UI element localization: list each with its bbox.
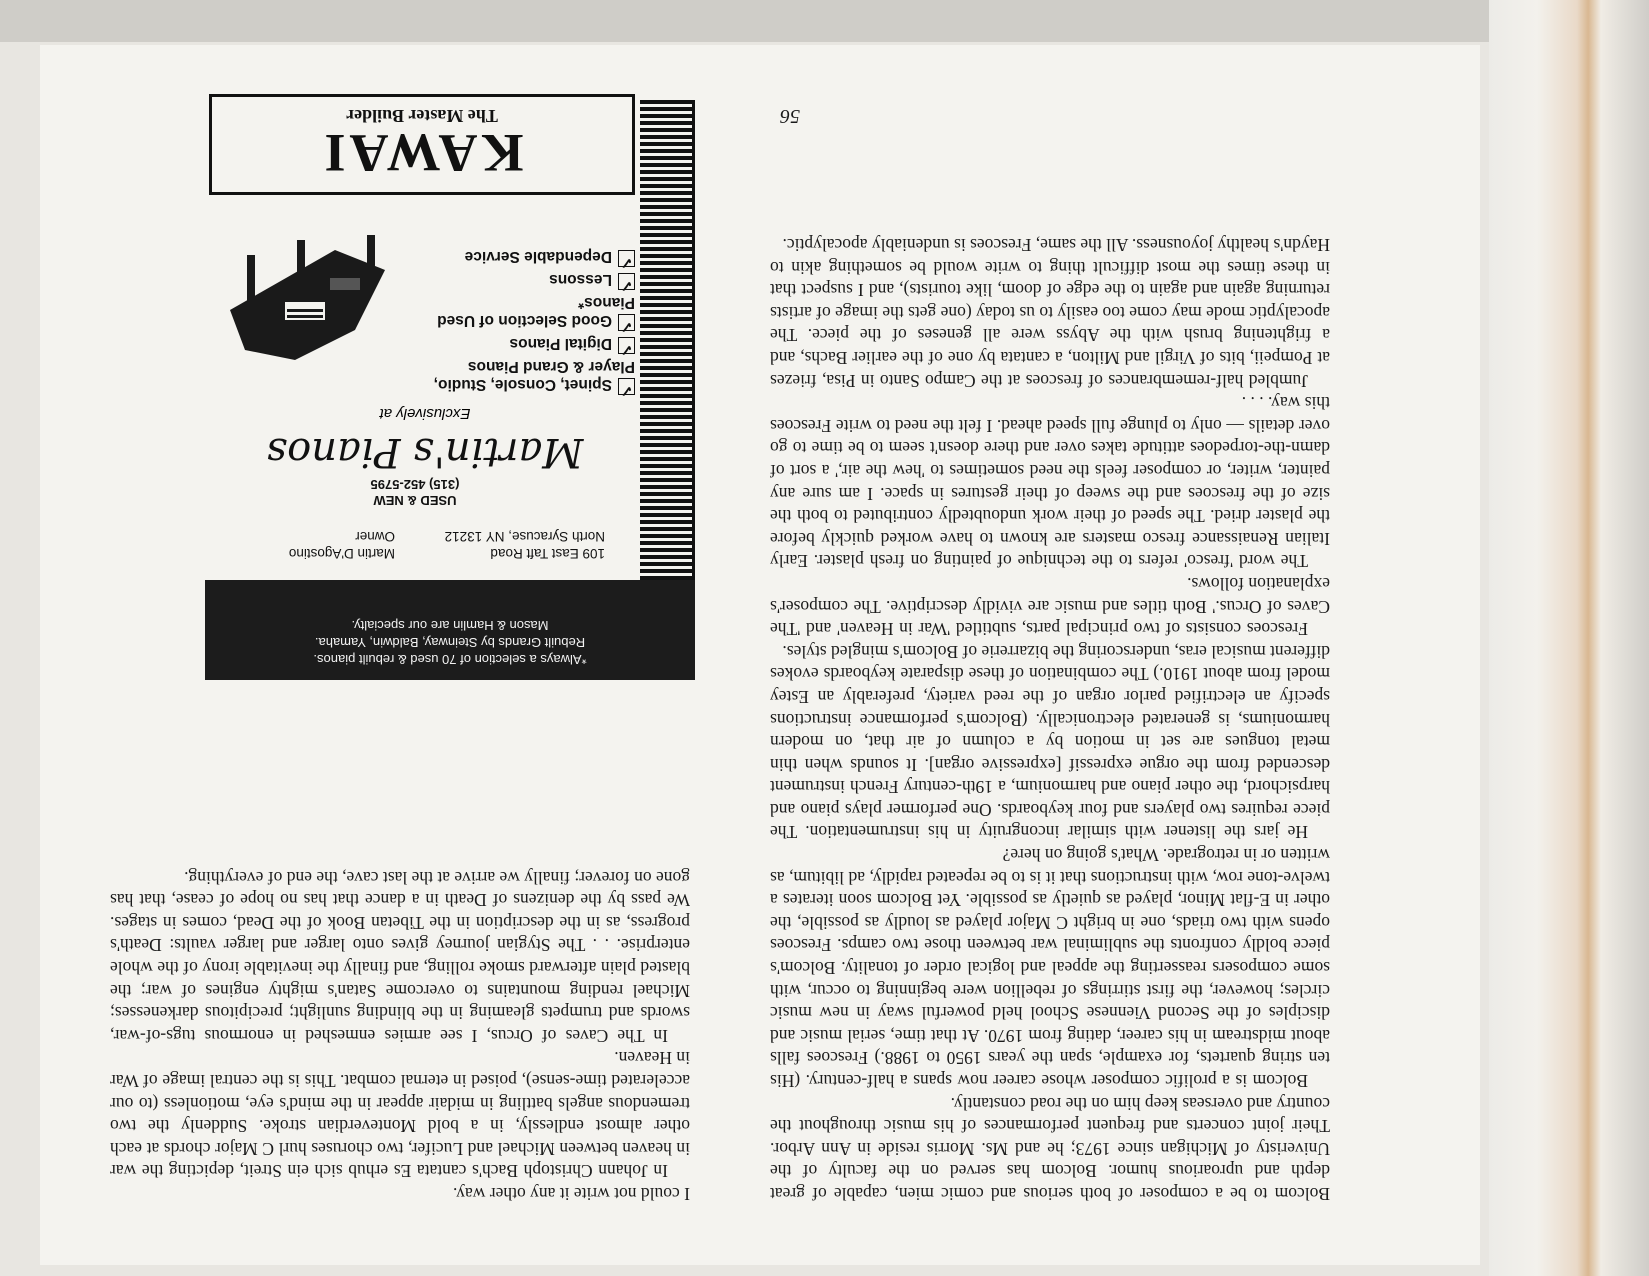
checkbox-icon — [618, 378, 635, 395]
feature-item — [405, 357, 635, 395]
owner-name: Martin D'Agostino — [288, 546, 395, 561]
ad-address — [405, 528, 605, 562]
feature-label: Digital Pianos — [509, 335, 612, 352]
ad-quote-line: Rebuilt Grands by Steinway, Baldwin, Yamaha. — [314, 635, 586, 650]
feature-item — [405, 270, 635, 290]
paragraph: In Johann Christoph Bach's cantata Es erhub sich ein Streit, depicting the war in heaven between Michael and Lucifer, two choruses hurl C Major chords at each other almost endlessly, in a bold Monteverdian stroke. Suddenly the two tremendous angels battling in midair appear in the mind's eye, motionless (to our accelerated time-sense), poised in eternal combat. This is the central image of War in Heaven. — [110, 1048, 690, 1182]
paragraph: Jumbled half-remembrances of frescoes at the Campo Santo in Pisa, friezes at Pompeii, bits of Virgil and Milton, a cantata by one of the earlier Bachs, and a frightening brush with the Abyss were all geneses of the piece. The apocalyptic mode may come too easily to us today (one gets the image of artists returning again and again to the edge of doom, like tourists), and I suspect that in these times the most difficult thing to write would be something akin to Haydn's healthy joyousness. All the same, Frescoes is undeniably apocalyptic. — [770, 235, 1330, 391]
ad-contact-block — [215, 475, 635, 570]
checkbox-icon — [618, 273, 635, 290]
store-name: Martin's Pianos — [266, 429, 584, 475]
feature-item — [405, 334, 635, 354]
left-text-column — [770, 233, 1330, 1205]
feature-item — [405, 247, 635, 267]
paragraph: In The Caves of Orcus, I see armies enmeshed in enormous tugs-of-war, swords and trumpets gleaming in the blinding sunlight; precipitous darkenesses; Michael rending mountains to overcome Satan's mighty engines of war; the blasted plain afterward smoke rolling, and finally the inevitable irony of the whole enterprise. . . The Stygian journey gives onto larger and larger vaults: Death's progress, as in the description in the Tibetan Book of the Dead, comes in stages. We pass by the denizens of Death in a dance that has no hope of cease, that has gone on forever; finally we arrive at the last cave, the end of everything. — [110, 867, 690, 1046]
ad-feature-list — [405, 244, 635, 395]
brand-tagline: The Master Builder — [346, 106, 498, 126]
checkbox-icon — [618, 337, 635, 354]
brand-name: KAWAI — [320, 123, 524, 183]
ad-quote-box — [205, 580, 695, 680]
feature-label: Good Selection of Used Pianos* — [437, 294, 635, 329]
kawai-logo-box — [209, 94, 635, 195]
checkbox-icon — [618, 314, 635, 331]
exclusively-at-label: Exclusively at — [379, 405, 471, 422]
ad-owner — [205, 528, 395, 562]
page-number: 56 — [780, 105, 800, 127]
paragraph: Bolcom is a prolific composer whose career now spans a half-century. (His ten string quartets, for example, span the years 1950 to 1988.) Frescoes falls about midstream in his career, dating from 1970. At that time, serial music and disciples of the Second Viennese School held powerful sway in new music circles; however, the first stirrings of rebellion were beginning to occur, with some composers reasserting the appeal and logical order of tonality. Bolcom's piece boldly confronts the subliminal war between those two camps. Frescoes opens with two triads, one in bright C Major played as loudly as possible, the other in E-flat Minor, played as quietly as possible. Yet Bolcom soon iterates a twelve-tone row, with instructions that it is to be repeated rapidly, ad libitum, as written or in retrograde. What's going on here? — [770, 845, 1330, 1092]
paragraph: Bolcom to be a composer of both serious and comic mien, capable of great depth and uproarious humor. Bolcom has served on the faculty of the Univeristy of Michigan since 1973; he and Ms. Morris reside in Ann Arbor. Their joint concerts and frequent performances of his music throughout the country and overseas keep him on the road constantly. — [770, 1093, 1330, 1204]
kawai-advertisement — [205, 100, 695, 680]
address-line: North Syracuse, NY 13212 — [444, 529, 605, 544]
feature-label: Spinet, Console, Studio, Player & Grand Pianos — [433, 358, 635, 393]
phone-number: (315) 452-5795 — [370, 477, 460, 492]
paragraph: Frescoes consists of two principal parts, subtitled 'War in Heaven' and 'The Caves of Orcus.' Both titles and music are vividly descriptive. The composer's explanation follows. — [770, 573, 1330, 640]
paragraph: The word 'fresco' refers to the technique of painting on fresh plaster. Early Italian Renaissance fresco masters are known to have worked quickly before the plaster dried. The speed of their work undoubtedly contributed to both the size of the frescoes and the sweep of their gestures in space. I am sure any painter, writer, or composer feels the need sometimes to 'hew the air,' a sort of damn-the-torpedoes attitude takes over and there doesn't seem to be time to go over details — only to plunge full speed ahead. I felt the need to write Frescoes this way. . . . — [770, 393, 1330, 572]
feature-item — [405, 293, 635, 331]
ad-quote-line: *Always a selection of 70 used & rebuilt pianos. — [313, 652, 587, 667]
book-edge — [1489, 0, 1649, 1276]
paragraph: I could not write it any other way. — [453, 1184, 690, 1204]
paragraph: He jars the listener with similar incongruity in his instrumentation. The piece requires two players and four keyboards. One performer plays piano and harpsichord, the other piano and harmonium, a 19th-century French instrument descended from the orgue expressif [expressive organ]. It sounds when thin metal tongues are set in motion by a column of air that, on modern harmoniums, is generated electronically. (Bolcom's performance instructions specify an electrified parlor organ of the reed variety, preferably an Estey model from about 1910.) The combination of these disparate keyboards evokes different musical eras, underscoring the bizarrerie of Bolcom's mingled styles. — [770, 641, 1330, 843]
checkbox-icon — [618, 250, 635, 267]
piano-keys-border — [640, 100, 695, 580]
used-new-label: USED & NEW — [373, 493, 457, 508]
scanner-shadow-band — [0, 0, 1649, 42]
ad-phone-block — [295, 476, 535, 508]
feature-label: Dependable Service — [464, 248, 612, 265]
address-line: 109 East Taft Road — [490, 546, 605, 561]
owner-title: Owner — [355, 529, 395, 544]
feature-label: Lessons — [549, 271, 612, 288]
upside-down-page — [40, 45, 1480, 1265]
right-column-body — [110, 866, 690, 1205]
ad-quote-text — [215, 617, 685, 668]
ad-quote-line: Mason & Hamlin are our specialty. — [351, 618, 549, 633]
grand-piano-illustration — [220, 230, 395, 390]
